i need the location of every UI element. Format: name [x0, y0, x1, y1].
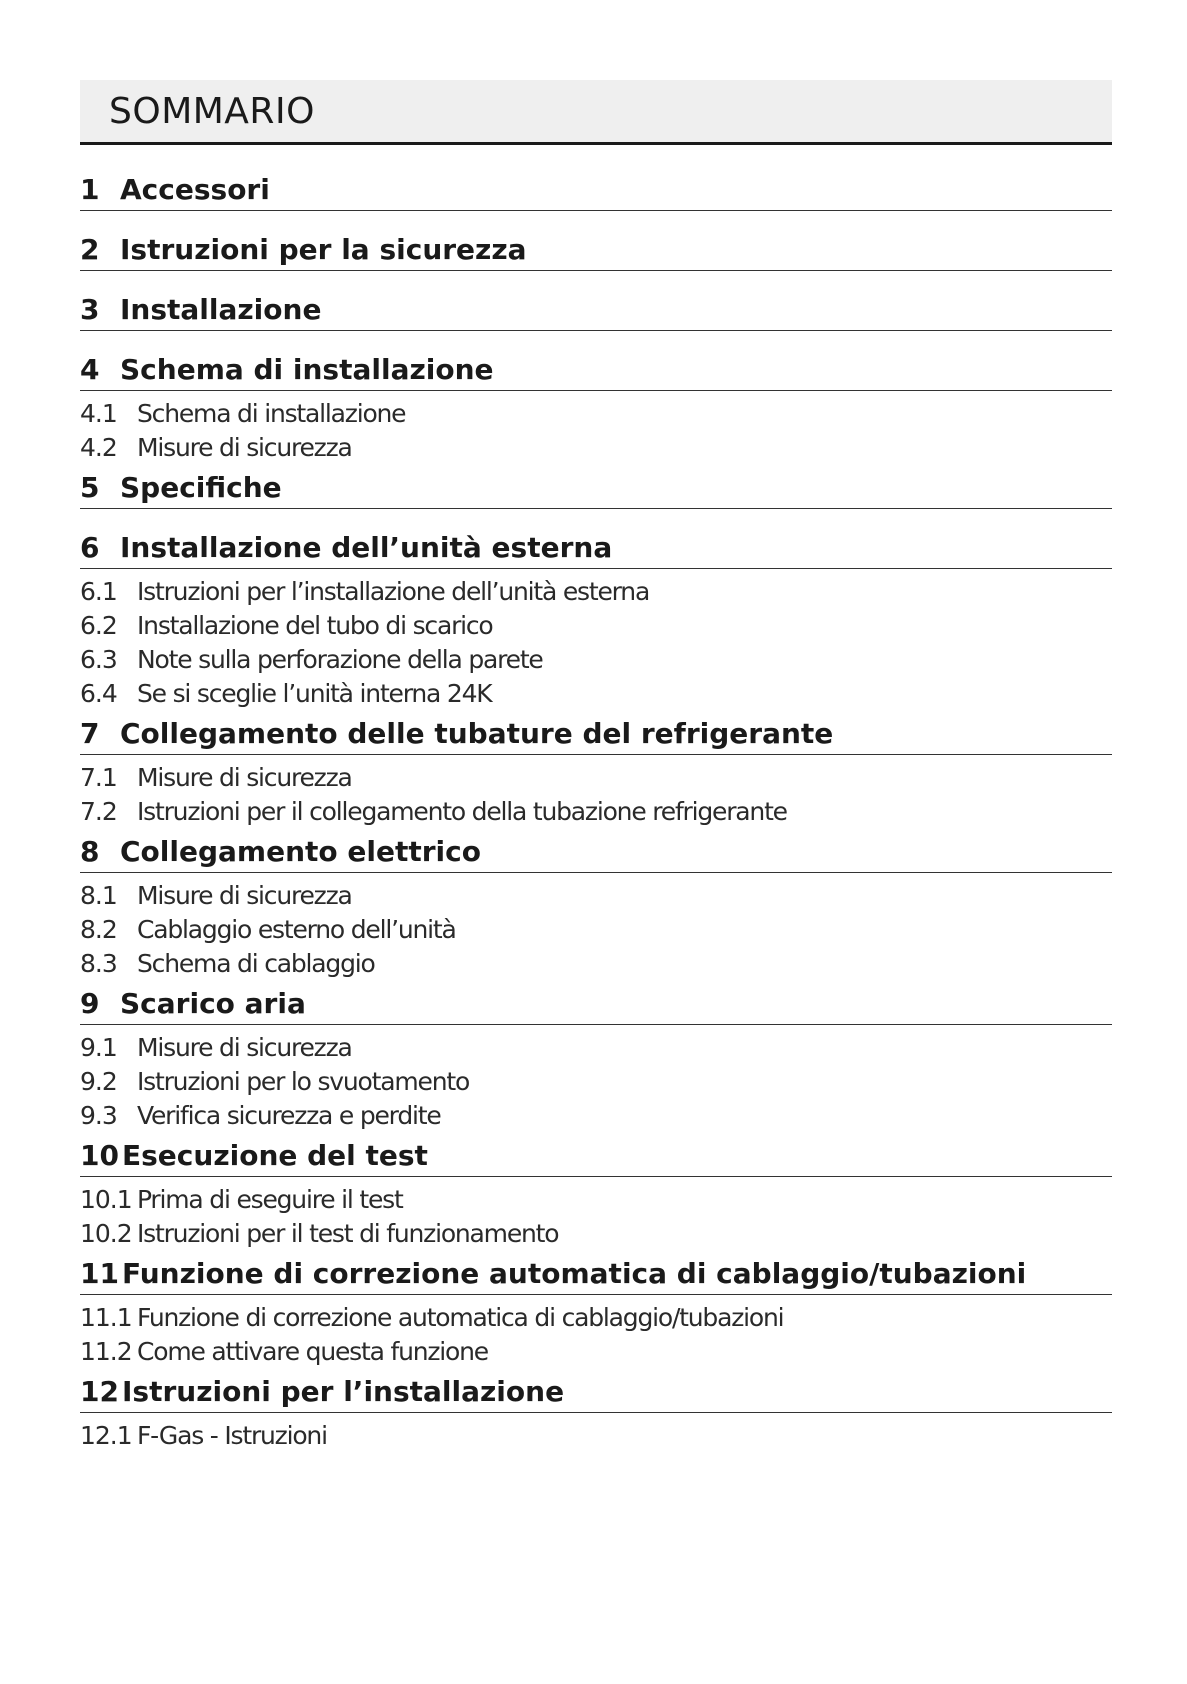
toc-subsection[interactable] [80, 1099, 1112, 1133]
subsection-title: Misure di sicurezza [137, 433, 352, 462]
subsection-list [80, 569, 1112, 715]
subsection-list [80, 1295, 1112, 1373]
toc-section-heading[interactable] [80, 1373, 1112, 1413]
toc-subsection[interactable] [80, 1335, 1112, 1369]
toc-section-heading[interactable] [80, 291, 1112, 331]
toc-section-heading[interactable] [80, 171, 1112, 211]
toc-section-5 [80, 469, 1112, 529]
subsection-title: Installazione del tubo di scarico [137, 611, 493, 640]
toc-subsection[interactable] [80, 609, 1112, 643]
subsection-title: F-Gas - Istruzioni [137, 1421, 327, 1450]
toc-subsection[interactable] [80, 913, 1112, 947]
section-title: Schema di installazione [120, 353, 494, 386]
subsection-number: 6.4 [80, 679, 117, 708]
subsection-title: Cablaggio esterno dell’unità [137, 915, 456, 944]
subsection-title: Note sulla perforazione della parete [137, 645, 543, 674]
toc-subsection[interactable] [80, 1183, 1112, 1217]
subsection-number: 8.2 [80, 915, 117, 944]
subsection-number: 12.1 [80, 1421, 132, 1450]
subsection-number: 11.1 [80, 1303, 132, 1332]
page-title: SOMMARIO [109, 91, 315, 132]
toc-subsection[interactable] [80, 879, 1112, 913]
subsection-title: Prima di eseguire il test [137, 1185, 403, 1214]
title-bar [80, 80, 1112, 145]
section-number: 12 [80, 1375, 119, 1408]
toc-section-heading[interactable] [80, 985, 1112, 1025]
subsection-title: Istruzioni per il test di funzionamento [137, 1219, 559, 1248]
toc-subsection[interactable] [80, 1031, 1112, 1065]
subsection-list [80, 1413, 1112, 1457]
toc-section-8 [80, 833, 1112, 985]
section-number: 7 [80, 717, 100, 750]
subsection-number: 7.2 [80, 797, 117, 826]
subsection-title: Misure di sicurezza [137, 1033, 352, 1062]
section-number: 3 [80, 293, 100, 326]
subsection-number: 9.3 [80, 1101, 117, 1130]
toc-section-9 [80, 985, 1112, 1137]
subsection-number: 8.3 [80, 949, 117, 978]
subsection-number: 8.1 [80, 881, 117, 910]
subsection-number: 9.1 [80, 1033, 117, 1062]
subsection-list [80, 873, 1112, 985]
toc-section-6 [80, 529, 1112, 715]
section-title: Accessori [120, 173, 270, 206]
toc-section-heading[interactable] [80, 715, 1112, 755]
subsection-number: 10.1 [80, 1185, 132, 1214]
subsection-number: 11.2 [80, 1337, 132, 1366]
toc-subsection[interactable] [80, 1419, 1112, 1453]
subsection-number: 4.2 [80, 433, 117, 462]
subsection-title: Misure di sicurezza [137, 763, 352, 792]
subsection-title: Istruzioni per il collegamento della tubazione refrigerante [137, 797, 787, 826]
toc-subsection[interactable] [80, 1065, 1112, 1099]
section-title: Esecuzione del test [122, 1139, 428, 1172]
subsection-list [80, 391, 1112, 469]
toc-subsection[interactable] [80, 431, 1112, 465]
section-number: 1 [80, 173, 100, 206]
section-title: Installazione dell’unità esterna [120, 531, 613, 564]
subsection-title: Schema di cablaggio [137, 949, 375, 978]
toc-section-1 [80, 171, 1112, 231]
section-title: Collegamento delle tubature del refrigerante [120, 717, 834, 750]
toc-section-11 [80, 1255, 1112, 1373]
toc-section-heading[interactable] [80, 1137, 1112, 1177]
section-spacer [80, 211, 1112, 231]
toc-section-heading[interactable] [80, 469, 1112, 509]
section-number: 2 [80, 233, 100, 266]
subsection-number: 9.2 [80, 1067, 117, 1096]
toc-subsection[interactable] [80, 947, 1112, 981]
toc-section-7 [80, 715, 1112, 833]
subsection-number: 6.1 [80, 577, 117, 606]
section-number: 11 [80, 1257, 119, 1290]
section-title: Scarico aria [120, 987, 306, 1020]
subsection-title: Istruzioni per lo svuotamento [137, 1067, 470, 1096]
subsection-title: Misure di sicurezza [137, 881, 352, 910]
section-number: 4 [80, 353, 100, 386]
toc-subsection[interactable] [80, 1217, 1112, 1251]
toc-section-4 [80, 351, 1112, 469]
toc-subsection[interactable] [80, 1301, 1112, 1335]
section-number: 6 [80, 531, 100, 564]
subsection-number: 10.2 [80, 1219, 132, 1248]
subsection-title: Schema di installazione [137, 399, 406, 428]
subsection-number: 6.3 [80, 645, 117, 674]
toc-section-12 [80, 1373, 1112, 1457]
section-number: 8 [80, 835, 100, 868]
toc-subsection[interactable] [80, 397, 1112, 431]
section-title: Funzione di correzione automatica di cablaggio/tubazioni [122, 1257, 1027, 1290]
toc-subsection[interactable] [80, 677, 1112, 711]
section-title: Collegamento elettrico [120, 835, 481, 868]
toc-section-heading[interactable] [80, 529, 1112, 569]
toc-section-10 [80, 1137, 1112, 1255]
section-spacer [80, 331, 1112, 351]
section-number: 10 [80, 1139, 119, 1172]
subsection-number: 7.1 [80, 763, 117, 792]
toc-section-heading[interactable] [80, 351, 1112, 391]
subsection-number: 4.1 [80, 399, 117, 428]
toc-section-heading[interactable] [80, 1255, 1112, 1295]
toc-section-3 [80, 291, 1112, 351]
section-spacer [80, 509, 1112, 529]
subsection-list [80, 1177, 1112, 1255]
subsection-title: Come attivare questa funzione [137, 1337, 488, 1366]
toc-subsection[interactable] [80, 761, 1112, 795]
subsection-number: 6.2 [80, 611, 117, 640]
toc-section-heading[interactable] [80, 833, 1112, 873]
section-title: Installazione [120, 293, 322, 326]
toc-section-2 [80, 231, 1112, 291]
section-title: Istruzioni per la sicurezza [120, 233, 527, 266]
section-title: Istruzioni per l’installazione [122, 1375, 565, 1408]
toc-subsection[interactable] [80, 643, 1112, 677]
subsection-title: Verifica sicurezza e perdite [137, 1101, 441, 1130]
page [80, 80, 1112, 1457]
subsection-list [80, 1025, 1112, 1137]
section-number: 5 [80, 471, 100, 504]
table-of-contents [80, 171, 1112, 1457]
section-number: 9 [80, 987, 100, 1020]
toc-subsection[interactable] [80, 795, 1112, 829]
subsection-list [80, 755, 1112, 833]
subsection-title: Funzione di correzione automatica di cablaggio/tubazioni [137, 1303, 784, 1332]
subsection-title: Se si sceglie l’unità interna 24K [137, 679, 492, 708]
section-spacer [80, 271, 1112, 291]
toc-section-heading[interactable] [80, 231, 1112, 271]
toc-subsection[interactable] [80, 575, 1112, 609]
section-title: Specifiche [120, 471, 282, 504]
subsection-title: Istruzioni per l’installazione dell’unità esterna [137, 577, 650, 606]
